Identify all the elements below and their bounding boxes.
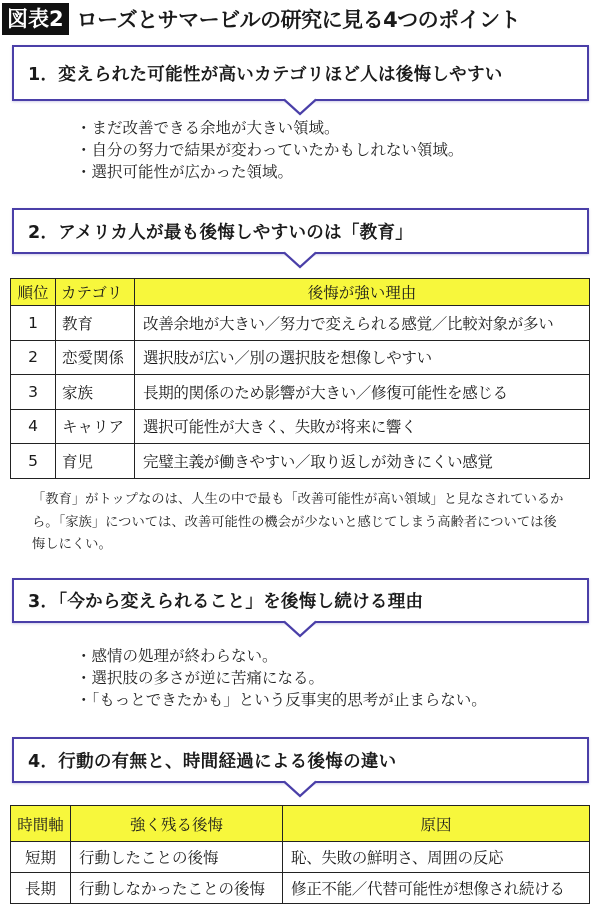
- table-row: [11, 340, 590, 375]
- regret-ranking-table: [10, 278, 590, 479]
- bullet-item: ・まだ改善できる余地が大きい領域。: [76, 119, 340, 137]
- cell-category: 教育: [56, 306, 135, 341]
- cell-category: 家族: [56, 375, 135, 410]
- table-header-row: [11, 806, 590, 842]
- section-4-heading: 4．行動の有無と、時間経過による後悔の違い: [28, 751, 397, 772]
- cell-cause: 恥、失敗の鮮明さ、周囲の反応: [283, 842, 590, 873]
- table-row: [11, 842, 590, 873]
- cell-cause: 修正不能／代替可能性が想像され続ける: [283, 873, 590, 904]
- cell-rank: 3: [11, 375, 56, 410]
- cell-rank: 1: [11, 306, 56, 341]
- table-header-row: [11, 279, 590, 306]
- figure-header: [0, 0, 600, 38]
- callout-pointer-icon: [283, 780, 317, 798]
- section-4-callout: [12, 737, 589, 783]
- cell-lasting-regret: 行動しなかったことの後悔: [71, 873, 283, 904]
- section-2-heading: 2．アメリカ人が最も後悔しやすいのは「教育」: [28, 222, 414, 243]
- table-row: [11, 444, 590, 479]
- section-1-heading: 1．変えられた可能性が高いカテゴリほど人は後悔しやすい: [28, 64, 503, 85]
- cell-rank: 2: [11, 340, 56, 375]
- header-cause: 原因: [283, 806, 590, 842]
- bullet-item: ・選択可能性が広かった領域。: [76, 163, 294, 181]
- bullet-item: ・自分の努力で結果が変わっていたかもしれない領域。: [76, 141, 464, 159]
- cell-time-axis: 短期: [11, 842, 71, 873]
- cell-category: 恋愛関係: [56, 340, 135, 375]
- callout-pointer-icon: [283, 98, 317, 116]
- bullet-item: ・選択肢の多さが逆に苦痛になる。: [76, 669, 325, 687]
- section-1-bullets: [76, 117, 463, 183]
- header-category: カテゴリ: [56, 279, 135, 306]
- header-time-axis: 時間軸: [11, 806, 71, 842]
- table-row: [11, 409, 590, 444]
- section-1-callout: [12, 45, 589, 101]
- cell-time-axis: 長期: [11, 873, 71, 904]
- cell-rank: 5: [11, 444, 56, 479]
- cell-reason: 選択可能性が大きく、失敗が将来に響く: [135, 409, 590, 444]
- figure-label: 図表2: [2, 3, 69, 35]
- cell-category: 育児: [56, 444, 135, 479]
- cell-category: キャリア: [56, 409, 135, 444]
- header-rank: 順位: [11, 279, 56, 306]
- section-3-callout: [12, 578, 589, 623]
- callout-pointer-icon: [283, 251, 317, 269]
- section-3-heading: 3．「今から変えられること」を後悔し続ける理由: [28, 592, 424, 612]
- cell-reason: 長期的関係のため影響が大きい／修復可能性を感じる: [135, 375, 590, 410]
- cell-lasting-regret: 行動したことの後悔: [71, 842, 283, 873]
- header-reason: 後悔が強い理由: [135, 279, 590, 306]
- cell-rank: 4: [11, 409, 56, 444]
- figure-title: ローズとサマービルの研究に見る4つのポイント: [76, 8, 521, 32]
- table-row: [11, 375, 590, 410]
- section-2-callout: [12, 208, 589, 254]
- cell-reason: 選択肢が広い／別の選択肢を想像しやすい: [135, 340, 590, 375]
- section-3-bullets: [76, 645, 487, 711]
- cell-reason: 完璧主義が働きやすい／取り返しが効きにくい感覚: [135, 444, 590, 479]
- cell-reason: 改善余地が大きい／努力で変えられる感覚／比較対象が多い: [135, 306, 590, 341]
- bullet-item: ・「もっとできたかも」という反事実的思考が止まらない。: [76, 691, 487, 709]
- bullet-item: ・感情の処理が終わらない。: [76, 647, 278, 665]
- callout-pointer-icon: [283, 620, 317, 638]
- regret-timeline-table: [10, 805, 590, 904]
- header-lasting-regret: 強く残る後悔: [71, 806, 283, 842]
- table-row: [11, 873, 590, 904]
- section-2-note: 「教育」がトップなのは、人生の中で最も「改善可能性が高い領域」と見なされているから。「家族」については、改善可能性の機会が少ないと感じてしまう高齢者については後悔しにくい。: [32, 492, 564, 552]
- table-row: [11, 306, 590, 341]
